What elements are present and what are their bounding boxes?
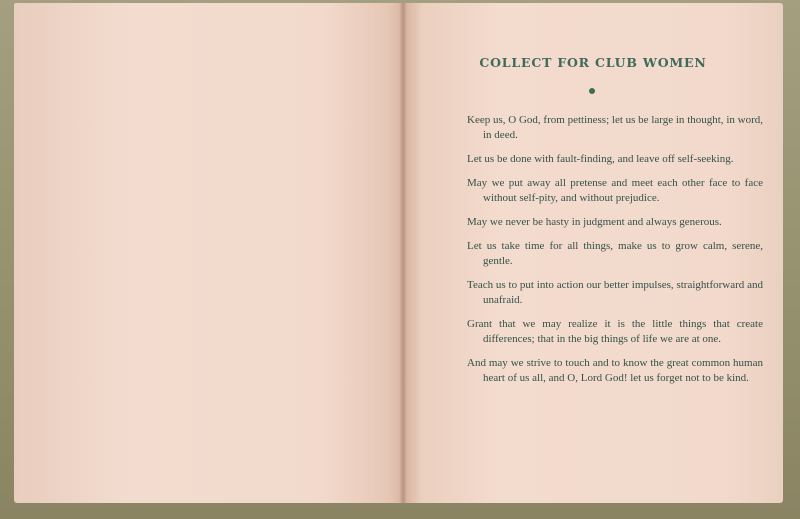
stanza-1: Keep us, O God, from pettiness; let us be large in thought, in word, in deed. [467, 114, 763, 141]
stanza-4: May we never be hasty in judgment and always generous. [467, 216, 722, 228]
page-title: COLLECT FOR CLUB WOMEN [479, 55, 707, 70]
stanza-5: Let us take time for all things, make us to grow calm, serene, gentle. [467, 240, 763, 267]
stanza-2: Let us be done with fault-finding, and leave off self-seeking. [467, 153, 734, 165]
stanza-6: Teach us to put into action our better impulses, straightforward and unafraid. [467, 279, 763, 306]
stanza-7: Grant that we may realize it is the little things that create differences; that in the big things of life we are at one. [467, 318, 763, 345]
left-page-blank [14, 3, 403, 503]
open-book [14, 3, 783, 503]
collect-text [467, 113, 763, 395]
book-gutter [399, 3, 407, 503]
right-page [403, 3, 783, 503]
ornament-dot-icon [589, 88, 595, 94]
stanza-8: And may we strive to touch and to know the great common human heart of us all, and O, Lord God! let us forget not to be kind. [467, 357, 763, 384]
stanza-3: May we put away all pretense and meet each other face to face without self-pity, and without prejudice. [467, 177, 763, 204]
